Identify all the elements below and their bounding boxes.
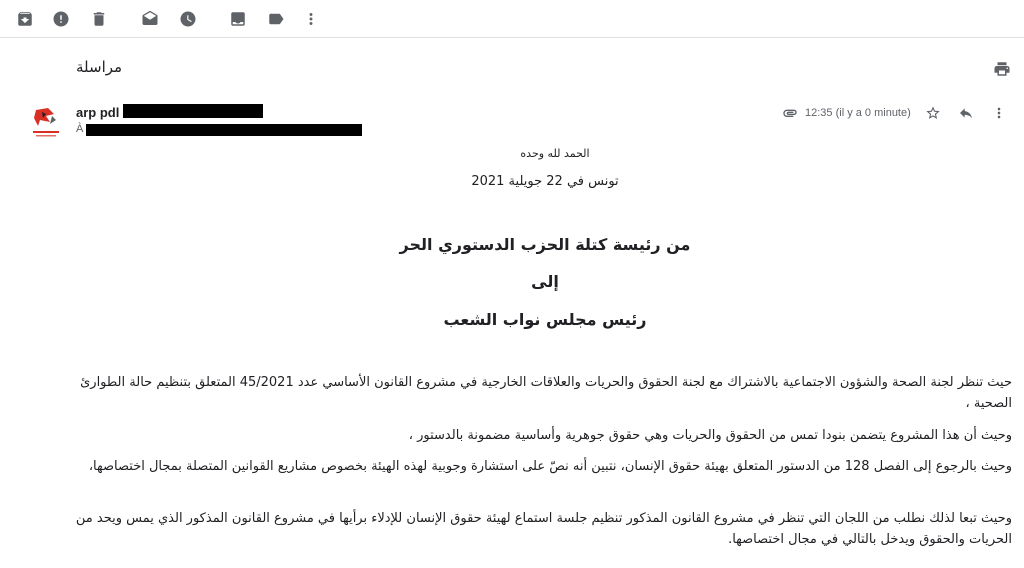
party-logo-icon <box>28 104 64 140</box>
toolbar <box>0 0 1024 38</box>
move-to-icon <box>229 10 247 28</box>
star-outline-icon <box>925 105 941 121</box>
mark-unread-icon <box>141 10 159 28</box>
reply-icon <box>958 105 974 121</box>
print-button[interactable] <box>991 58 1013 80</box>
recipient-prefix: À <box>76 123 84 135</box>
archive-icon <box>16 10 34 28</box>
more-vert-icon <box>991 105 1007 121</box>
redacted-recipient <box>86 124 362 136</box>
print-icon <box>993 60 1011 78</box>
star-button[interactable] <box>925 104 941 122</box>
body-paragraph: وحيث بالرجوع إلى الفصل 128 من الدستور المتعلق بهيئة حقوق الإنسان، نتبين أنه نصّ على استشارة وجوبية لهذه الهيئة بخصوص مشاريع القوانين المتصلة بمجال اختصاصها، <box>88 459 1012 474</box>
attachment-icon <box>782 105 798 121</box>
reply-button[interactable] <box>958 104 974 122</box>
snooze-icon <box>179 10 197 28</box>
email-body <box>60 140 1020 568</box>
mark-unread-button[interactable] <box>138 7 162 31</box>
label-icon <box>267 10 285 28</box>
letter-sender-line: من رئيسة كتلة الحزب الدستوري الحر <box>399 235 691 254</box>
letter-to-word: إلى <box>531 272 559 291</box>
report-spam-icon <box>52 10 70 28</box>
letter-opening: الحمد لله وحده <box>520 147 590 160</box>
move-to-button[interactable] <box>226 7 250 31</box>
delete-icon <box>90 10 108 28</box>
body-paragraph: حيث تنظر لجنة الصحة والشؤون الاجتماعية بالاشتراك مع لجنة الحقوق والحريات والعلاقات الخارجية في مشروع القانون الأساسي عدد 45/2021 المتعلق بتنظيم حالة الطوارئ الصحية ، <box>80 375 1012 411</box>
body-paragraph: وحيث أن هذا المشروع يتضمن بنودا تمس من الحقوق والحريات وهي حقوق جوهرية وأساسية مضمونة بالدستور ، <box>408 428 1012 443</box>
redacted-sender-email <box>123 104 263 118</box>
more-options-button[interactable] <box>299 7 323 31</box>
email-timestamp: 12:35 (il y a 0 minute) <box>805 107 911 119</box>
letter-date: تونس في 22 جويلية 2021 <box>471 174 619 189</box>
snooze-button[interactable] <box>176 7 200 31</box>
email-subject: مراسلة <box>76 58 123 76</box>
archive-button[interactable] <box>13 7 37 31</box>
attachment-indicator[interactable] <box>782 104 798 122</box>
letter-recipient: رئيس مجلس نواب الشعب <box>443 310 647 329</box>
body-paragraph: وحيث تبعا لذلك نطلب من اللجان التي تنظر في مشروع القانون المذكور تنظيم جلسة استماع لهيئة حقوق الإنسان للإدلاء برأيها في مشروع القانون المذكور الذي يمس ويحد من الحريات والحقوق ويدخل بالتالي في مجال اختصاصها. <box>75 511 1012 547</box>
sender-avatar[interactable] <box>28 104 64 140</box>
delete-button[interactable] <box>87 7 111 31</box>
more-actions-button[interactable] <box>991 104 1007 122</box>
more-vert-icon <box>302 10 320 28</box>
report-spam-button[interactable] <box>49 7 73 31</box>
label-button[interactable] <box>264 7 288 31</box>
sender-name: arp pdl <box>76 105 120 120</box>
